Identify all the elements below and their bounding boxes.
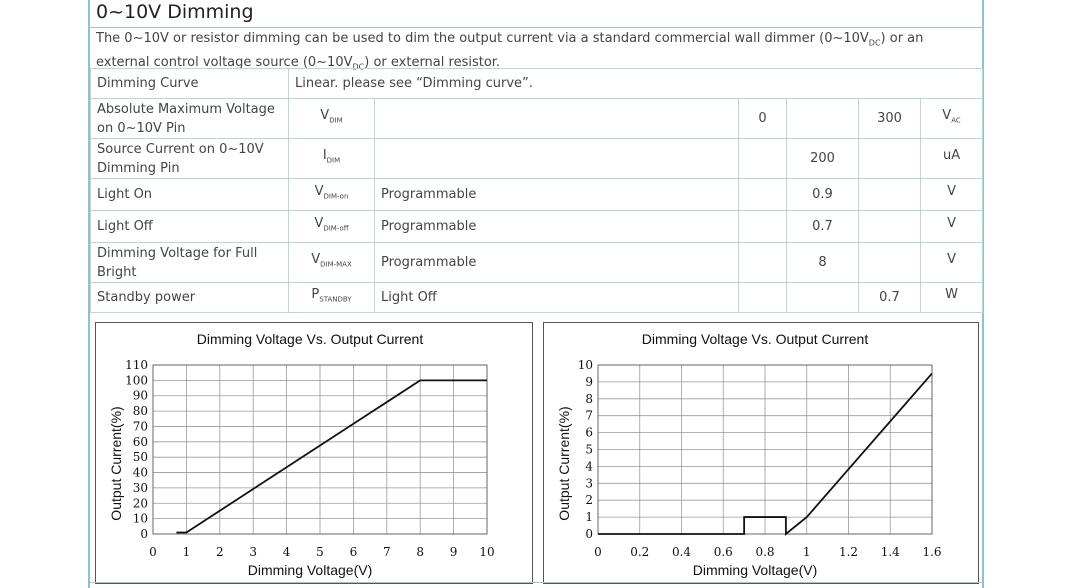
unit-cell [921, 99, 983, 139]
y-tick-label: 110 [125, 358, 148, 372]
condition-cell [375, 139, 739, 179]
unit-cell [921, 283, 983, 313]
table-row [91, 69, 983, 99]
x-tick-label: 9 [449, 545, 458, 559]
condition-cell: Programmable [375, 243, 739, 283]
x-tick-label: 1.6 [922, 545, 942, 559]
condition-cell [375, 99, 739, 139]
y-tick-label: 100 [125, 373, 148, 388]
chart-title: Dimming Voltage Vs. Output Current [641, 331, 869, 347]
symbol-sub: DIM-MAX [320, 260, 352, 269]
unit-main: W [945, 287, 958, 303]
y-tick-label: 30 [132, 480, 148, 495]
table-row [91, 139, 983, 179]
x-tick-label: 2 [215, 545, 224, 559]
y-tick-label: 70 [132, 419, 148, 434]
y-tick-label: 10 [577, 358, 593, 372]
unit-main: V [947, 252, 956, 268]
max-cell [859, 179, 921, 211]
unit-cell [921, 139, 983, 179]
typ-cell [787, 283, 859, 313]
unit-main: uA [942, 148, 961, 164]
param-cell: Dimming Voltage for Full Bright [91, 243, 289, 283]
min-cell [739, 283, 787, 313]
max-cell [859, 211, 921, 243]
symbol-cell [289, 243, 375, 283]
chart-right [543, 322, 979, 584]
condition-cell: Programmable [375, 179, 739, 211]
spec-table [90, 68, 983, 313]
y-tick-label: 2 [585, 493, 593, 508]
x-tick-label: 4 [282, 545, 291, 559]
x-tick-label: 6 [349, 545, 358, 559]
max-cell [859, 243, 921, 283]
symbol-main: P [311, 287, 320, 303]
x-tick-label: 10 [479, 545, 495, 559]
symbol-cell [289, 179, 375, 211]
chart-title: Dimming Voltage Vs. Output Current [196, 331, 424, 347]
x-axis-label: Dimming Voltage(V) [692, 562, 818, 578]
table-row [91, 179, 983, 211]
y-tick-label: 0 [585, 527, 593, 541]
y-tick-label: 10 [132, 511, 148, 526]
y-axis-label: Output Current(%) [556, 406, 572, 521]
y-tick-label: 9 [585, 374, 593, 389]
unit-main: V [947, 216, 956, 232]
unit-main: V [947, 184, 956, 200]
x-tick-label: 0 [149, 545, 157, 559]
x-tick-label: 7 [382, 545, 391, 559]
unit-cell [921, 243, 983, 283]
symbol-sub: DIM-on [323, 192, 349, 201]
x-tick-label: 3 [249, 545, 258, 559]
chart-svg [544, 323, 978, 583]
x-tick-label: 0.4 [671, 545, 692, 559]
symbol-main: V [311, 252, 321, 268]
intro-sub-dc: DC [868, 38, 881, 48]
x-tick-label: 1 [802, 545, 811, 559]
intro-sub-dc: DC [352, 62, 365, 72]
chart-svg [96, 323, 532, 583]
table-row [91, 99, 983, 139]
y-axis-label: Output Current(%) [108, 406, 124, 521]
y-tick-label: 60 [132, 434, 148, 449]
typ-cell: 0.7 [787, 211, 859, 243]
condition-cell: Programmable [375, 211, 739, 243]
intro-text-c: ) or external resistor. [364, 54, 501, 70]
unit-cell [921, 211, 983, 243]
max-cell: 0.7 [859, 283, 921, 313]
value-cell: Linear. please see “Dimming curve”. [289, 69, 983, 99]
y-tick-label: 40 [132, 465, 148, 480]
x-tick-label: 1.2 [838, 545, 859, 559]
max-cell [859, 139, 921, 179]
y-tick-label: 80 [132, 404, 148, 419]
series-line [176, 380, 487, 532]
symbol-main: V [314, 184, 324, 200]
min-cell [739, 139, 787, 179]
typ-cell: 200 [787, 139, 859, 179]
symbol-cell [289, 99, 375, 139]
x-tick-label: 0.6 [713, 545, 733, 559]
y-tick-label: 3 [585, 476, 593, 491]
condition-cell: Light Off [375, 283, 739, 313]
y-tick-label: 50 [132, 450, 148, 465]
symbol-main: V [320, 108, 330, 124]
unit-cell [921, 179, 983, 211]
y-tick-label: 1 [585, 510, 593, 525]
min-cell [739, 243, 787, 283]
symbol-main: I [322, 148, 327, 164]
symbol-sub: DIM-off [323, 224, 349, 233]
x-tick-label: 0.2 [630, 545, 650, 559]
symbol-sub: DIM [329, 116, 343, 125]
max-cell: 300 [859, 99, 921, 139]
symbol-cell [289, 211, 375, 243]
unit-main: V [942, 108, 952, 124]
y-tick-label: 90 [132, 388, 148, 403]
typ-cell [787, 99, 859, 139]
param-cell: Light On [91, 179, 289, 211]
symbol-sub: STANDBY [319, 295, 352, 304]
param-cell: Dimming Curve [91, 69, 289, 99]
x-tick-label: 0.8 [755, 545, 775, 559]
typ-cell: 8 [787, 243, 859, 283]
table-row [91, 211, 983, 243]
param-cell: Source Current on 0~10V Dimming Pin [91, 139, 289, 179]
y-tick-label: 0 [140, 527, 148, 541]
chart-left [95, 322, 533, 584]
x-tick-label: 8 [416, 545, 425, 559]
intro-text-a: The 0~10V or resistor dimming can be used to dim the output current via a standard commercial wall dimmer (0~10V [96, 31, 869, 46]
table-row [91, 243, 983, 283]
x-tick-label: 5 [316, 545, 324, 559]
min-cell [739, 211, 787, 243]
x-tick-label: 0 [594, 545, 602, 559]
min-cell [739, 179, 787, 211]
section-title: 0~10V Dimming [96, 1, 254, 23]
title-divider [90, 27, 982, 28]
symbol-cell [289, 283, 375, 313]
y-tick-label: 5 [585, 442, 593, 457]
bottom-divider [90, 582, 982, 583]
symbol-cell [289, 139, 375, 179]
x-axis-label: Dimming Voltage(V) [247, 562, 373, 578]
table-row [91, 283, 983, 313]
x-tick-label: 1 [182, 545, 191, 559]
min-cell: 0 [739, 99, 787, 139]
param-cell: Light Off [91, 211, 289, 243]
param-cell: Standby power [91, 283, 289, 313]
unit-sub: AC [951, 116, 961, 125]
x-tick-label: 1.4 [880, 545, 900, 559]
y-tick-label: 20 [132, 496, 148, 511]
y-tick-label: 8 [585, 391, 593, 406]
typ-cell: 0.9 [787, 179, 859, 211]
y-tick-label: 6 [585, 425, 593, 440]
y-tick-label: 7 [585, 408, 593, 423]
symbol-sub: DIM [326, 156, 341, 165]
param-cell: Absolute Maximum Voltage on 0~10V Pin [91, 99, 289, 139]
intro-text-b: ) or an external control voltage source (0~10V [96, 31, 924, 70]
symbol-main: V [314, 216, 324, 232]
y-tick-label: 4 [585, 459, 593, 474]
